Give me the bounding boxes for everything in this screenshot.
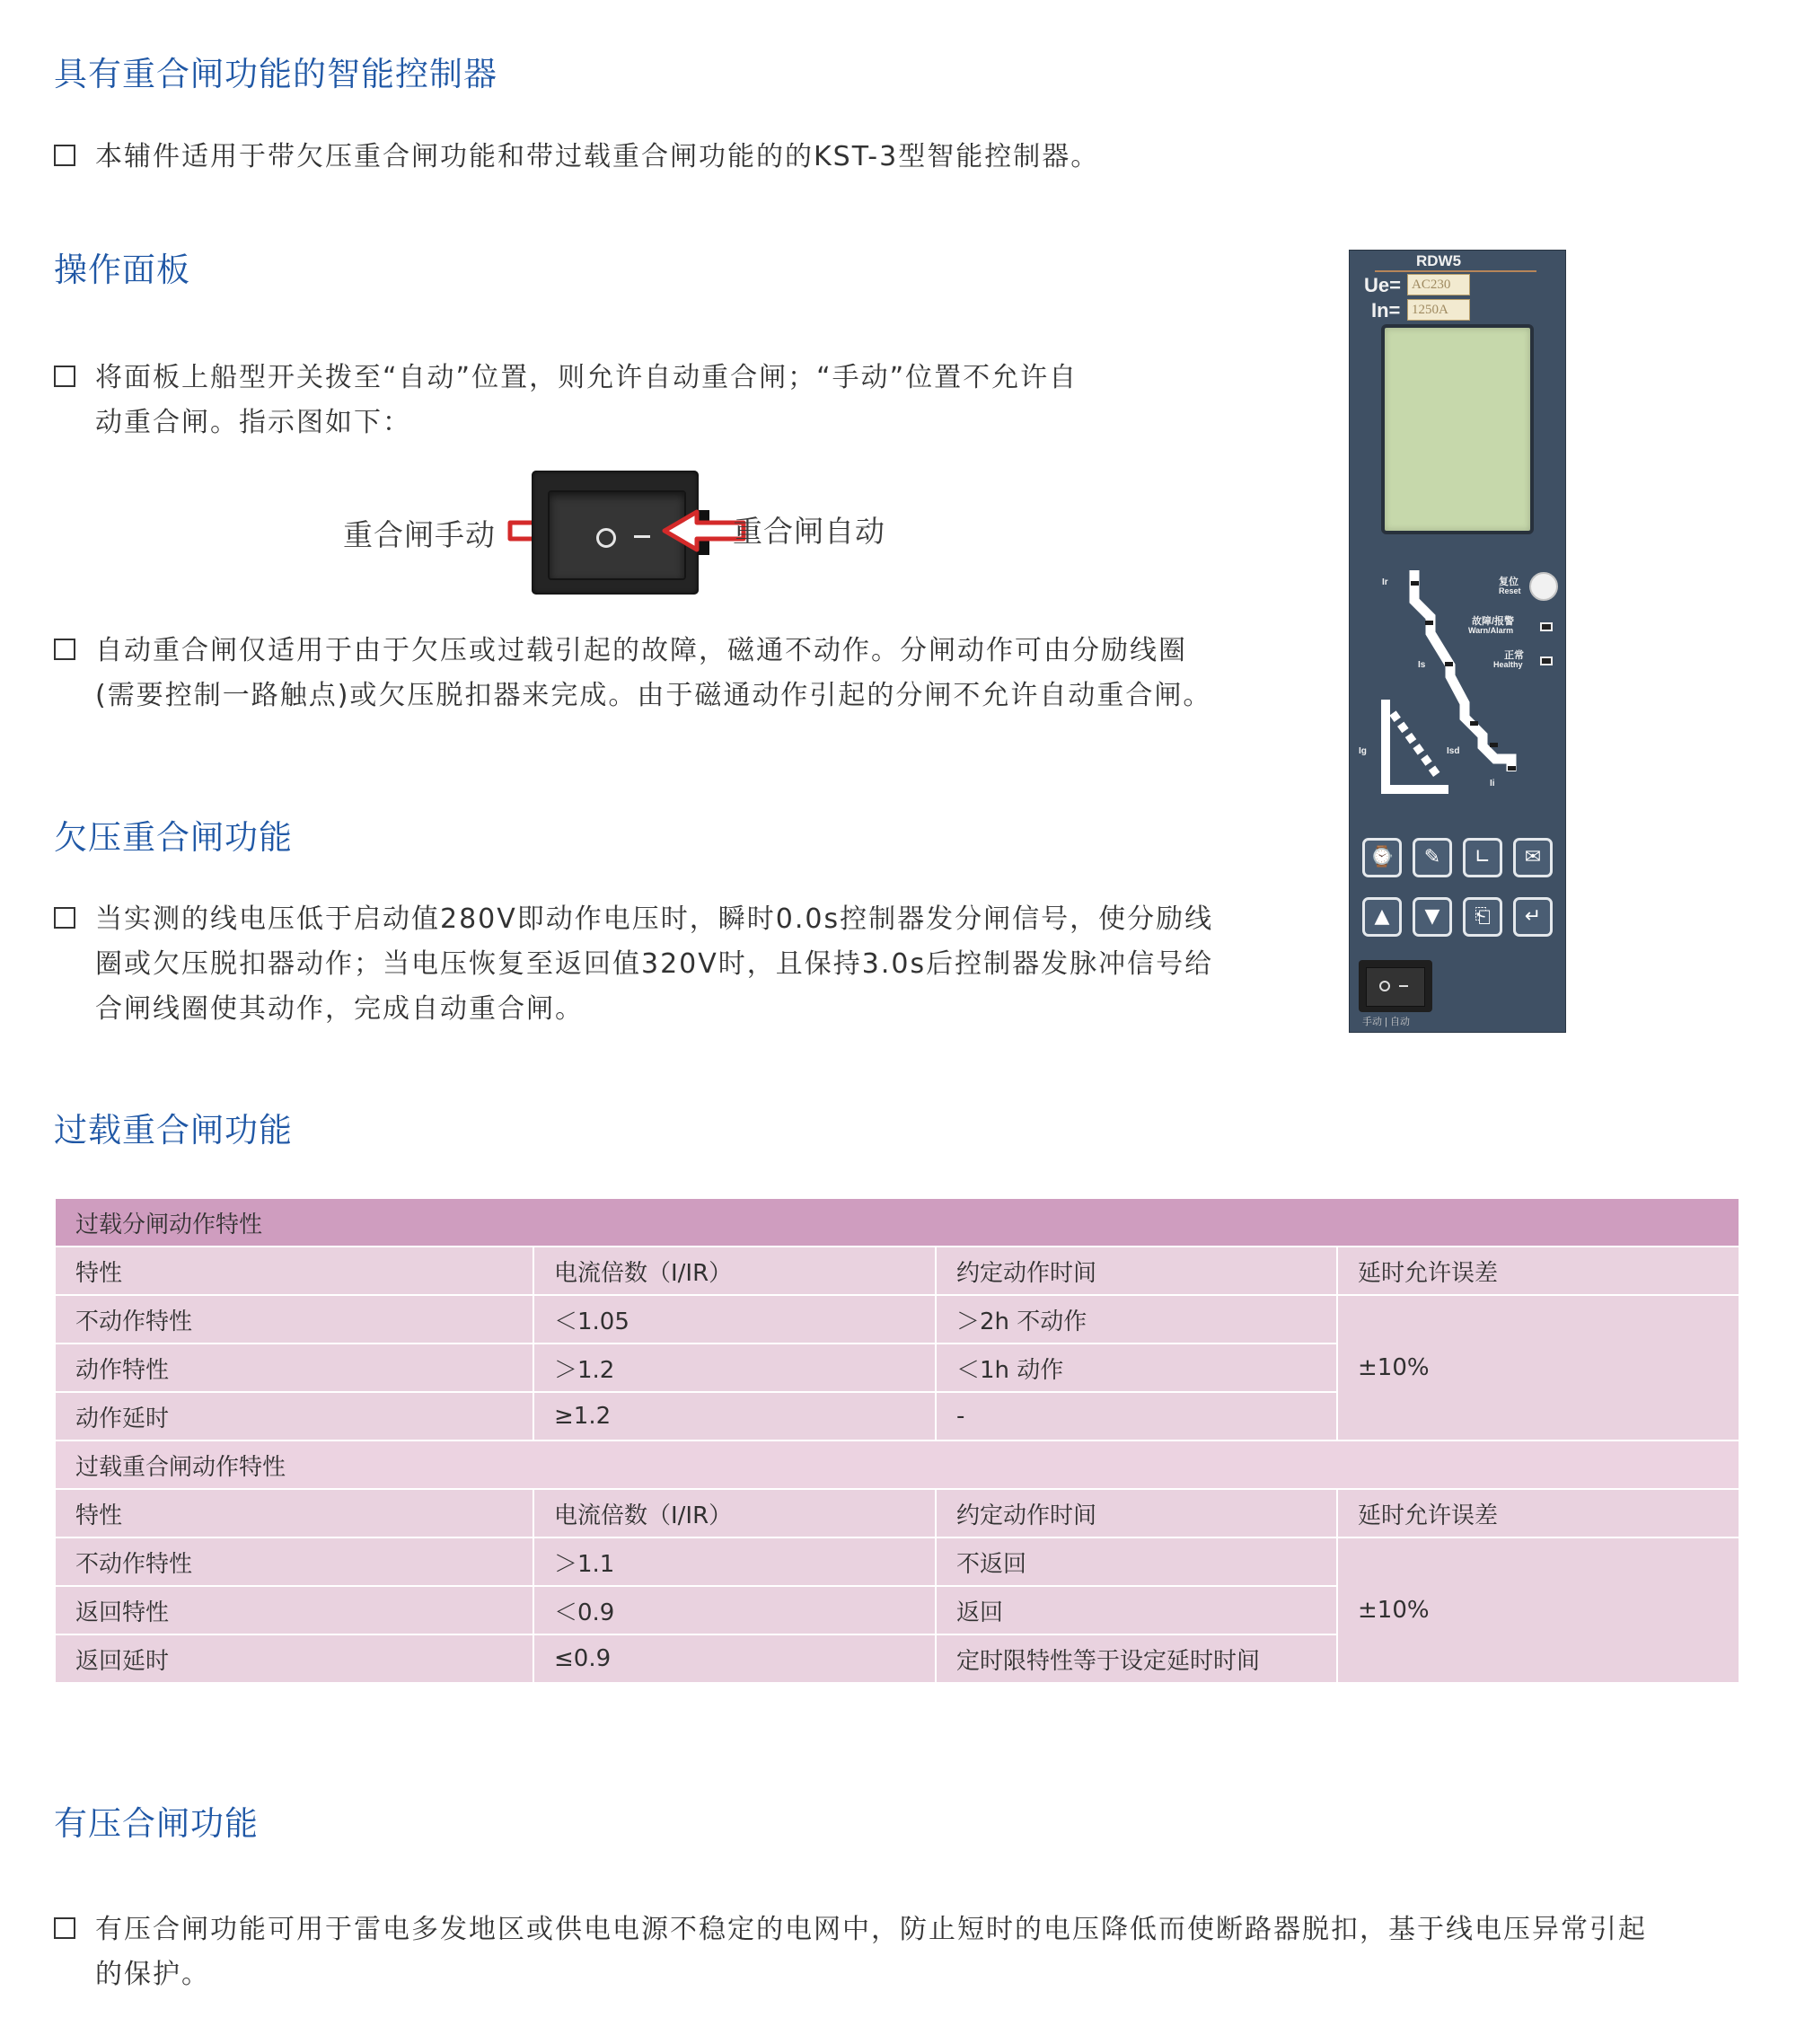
checkbox-icon (54, 145, 75, 166)
wrench-button-icon: ✎ (1413, 838, 1452, 877)
table-section-title: 过载重合闸动作特性 (55, 1440, 1739, 1489)
undervoltage-description: 当实测的线电压低于启动值280V即动作电压时，瞬时0.0s控制器发分闸信号，使分励线 圈或欠压脱扣器动作；当电压恢复至返回值320V时，且保持3.0s后控制器发脉冲信号给 合闸线圈使其动作，完成自动重合闸。 (54, 897, 1213, 1032)
mini-rocker-switch (1359, 960, 1432, 1012)
panel-description: 将面板上船型开关拨至“自动”位置，则允许自动重合闸；“手动”位置不允许自 动重合闸。指示图如下： (54, 356, 1078, 445)
checkbox-icon (54, 907, 75, 929)
section-title-controller: 具有重合闸功能的智能控制器 (54, 55, 497, 93)
healthy-led-icon (1540, 656, 1553, 665)
panel-note: 自动重合闸仅适用于由于欠压或过载引起的故障，磁通不动作。分闸动作可由分励线圈 (需要控制一路触点)或欠压脱扣器来完成。由于磁通动作引起的分闸不允许自动重合闸。 (54, 629, 1211, 718)
table-row: 动作延时 ≥1.2 - (55, 1392, 1739, 1440)
table-header-row: 特性 电流倍数（I/IR） 约定动作时间 延时允许误差 (55, 1489, 1739, 1537)
table-row: 不动作特性 ＞1.1 不返回 ±10% (55, 1537, 1739, 1586)
ue-label: Ue= (1364, 274, 1401, 296)
table-row: 动作特性 ＞1.2 ＜1h 动作 (55, 1344, 1739, 1392)
table-row: 返回特性 ＜0.9 返回 (55, 1586, 1739, 1634)
down-button-icon: ▼ (1413, 897, 1452, 937)
tolerance-cell: ±10% (1337, 1537, 1739, 1683)
checkbox-icon (54, 366, 75, 387)
divider (1375, 270, 1536, 272)
model-label: RDW5 (1416, 252, 1462, 269)
tolerance-cell: ±10% (1337, 1295, 1739, 1440)
in-field: 1250A (1407, 299, 1470, 321)
rocker-switch-figure (341, 465, 898, 600)
meter-button-icon: ⌚ (1362, 838, 1402, 877)
enter-button-icon: ↵ (1513, 897, 1553, 937)
section-title-voltage-closing: 有压合闸功能 (54, 1804, 259, 1843)
up-button-icon: ▲ (1362, 897, 1402, 937)
manual-label: 重合闸手动 (343, 517, 496, 552)
curve-button-icon: ∟ (1463, 838, 1502, 877)
table-section-title: 过载分闸动作特性 (55, 1198, 1739, 1247)
auto-label: 重合闸自动 (733, 514, 885, 549)
overload-characteristics-table (54, 1197, 1740, 1684)
circle-o-icon (1379, 981, 1390, 991)
reset-lamp-icon (1529, 572, 1558, 601)
table-row: 返回延时 ≤0.9 定时限特性等于设定延时时间 (55, 1634, 1739, 1683)
section-title-panel: 操作面板 (54, 251, 190, 289)
dash-icon (634, 535, 650, 538)
protection-curve-icon (1377, 565, 1529, 798)
ue-field: AC230 (1407, 274, 1470, 295)
lcd-screen (1381, 324, 1534, 534)
voltage-closing-description: 有压合闸功能可用于雷电多发地区或供电电源不稳定的电网中，防止短时的电压降低而使断路器脱扣，基于线电压异常引起 的保护。 (54, 1907, 1647, 1997)
section-title-undervoltage: 欠压重合闸功能 (54, 818, 293, 857)
alarm-led-icon (1540, 622, 1553, 631)
message-button-icon: ✉ (1513, 838, 1553, 877)
controller-panel-image: RDW5 Ue= AC230 In= 1250A Ir Is Ig Isd Ii 复位 Reset 故障/报警 Warn/Alarm 正常 Healthy ⌚ ✎ ∟ ✉ ▲ ▼ ⎗ ↵ 手动 | 自动 (1349, 250, 1566, 1033)
checkbox-icon (54, 639, 75, 660)
section-title-overload: 过载重合闸功能 (54, 1111, 293, 1150)
exit-button-icon: ⎗ (1463, 897, 1502, 937)
dash-icon (1399, 985, 1408, 987)
in-label: In= (1371, 299, 1401, 322)
switch-label: 手动 | 自动 (1362, 1017, 1410, 1027)
table-row: 不动作特性 ＜1.05 ＞2h 不动作 ±10% (55, 1295, 1739, 1344)
checkbox-icon (54, 1917, 75, 1939)
controller-description: 本辅件适用于带欠压重合闸功能和带过载重合闸功能的的KST-3型智能控制器。 (54, 135, 1099, 180)
table-header-row: 特性 电流倍数（I/IR） 约定动作时间 延时允许误差 (55, 1247, 1739, 1295)
circle-o-icon (596, 528, 616, 548)
